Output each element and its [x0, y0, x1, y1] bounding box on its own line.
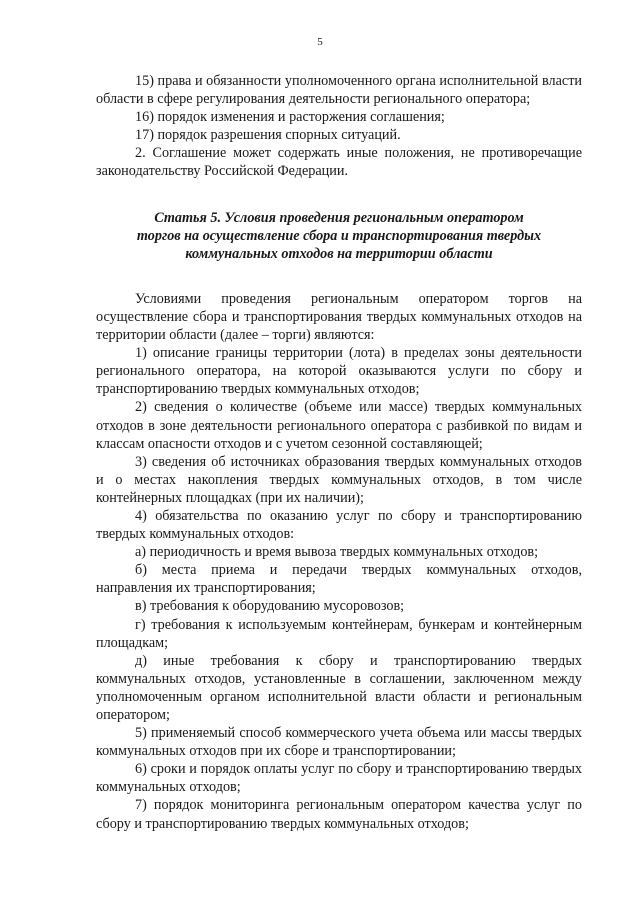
- paragraph-clause-2: 2. Соглашение может содержать иные положения, не противоречащие законодательству Российской Федерации.: [96, 145, 582, 180]
- paragraph-item-6: 6) сроки и порядок оплаты услуг по сбору и транспортированию твердых коммунальных отходов;: [96, 761, 582, 796]
- paragraph-item-15: 15) права и обязанности уполномоченного органа исполнительной власти области в сфере регулирования деятельности регионального оператора;: [96, 73, 582, 108]
- article-title-line: торгов на осуществление сбора и транспортирования твердых: [136, 227, 542, 244]
- paragraph-subitem-d: д) иные требования к сбору и транспортированию твердых коммунальных отходов, установленные в соглашении, заключенном между уполномоченным органом исполнительной власти области и региональным оператором;: [96, 652, 582, 723]
- paragraph-subitem-g: г) требования к используемым контейнерам, бункерам и контейнерным площадкам;: [96, 616, 582, 651]
- article-title-line: Статья 5. Условия проведения региональным оператором: [154, 209, 524, 226]
- paragraph-item-2: 2) сведения о количестве (объеме или массе) твердых коммунальных отходов в зоне деятельности регионального оператора с разбивкой по видам и классам опасности отходов и с учетом сезонной составляющей;: [96, 399, 582, 452]
- paragraph-item-7: 7) порядок мониторинга региональным оператором качества услуг по сбору и транспортированию твердых коммунальных отходов;: [96, 797, 582, 832]
- paragraph-item-1: 1) описание границы территории (лота) в пределах зоны деятельности регионального оператора, на которой оказываются услуги по сбору и транспортированию твердых коммунальных отходов;: [96, 345, 582, 398]
- paragraph-item-16: 16) порядок изменения и расторжения соглашения;: [135, 109, 445, 126]
- article-title-line: коммунальных отходов на территории области: [185, 245, 493, 262]
- paragraph-item-17: 17) порядок разрешения спорных ситуаций.: [135, 127, 401, 144]
- paragraph-subitem-b: б) места приема и передачи твердых коммунальных отходов, направления их транспортирования;: [96, 562, 582, 597]
- paragraph-intro: Условиями проведения региональным оператором торгов на осуществление сбора и транспортирования твердых коммунальных отходов на территории области (далее – торги) являются:: [96, 290, 582, 344]
- article-title: [96, 209, 582, 263]
- paragraph-item-4: 4) обязательства по оказанию услуг по сбору и транспортированию твердых коммунальных отходов:: [96, 507, 582, 543]
- page-number: 5: [317, 36, 323, 48]
- paragraph-item-5: 5) применяемый способ коммерческого учета объема или массы твердых коммунальных отходов при их сборе и транспортировании;: [96, 725, 582, 760]
- paragraph-subitem-a: а) периодичность и время вывоза твердых коммунальных отходов;: [135, 544, 539, 561]
- document-body: [96, 72, 582, 833]
- paragraph-item-3: 3) сведения об источниках образования твердых коммунальных отходов и о местах накопления твердых коммунальных отходов, в том числе контейнерных площадках (при их наличии);: [96, 453, 582, 506]
- paragraph-subitem-v: в) требования к оборудованию мусоровозов;: [135, 598, 405, 615]
